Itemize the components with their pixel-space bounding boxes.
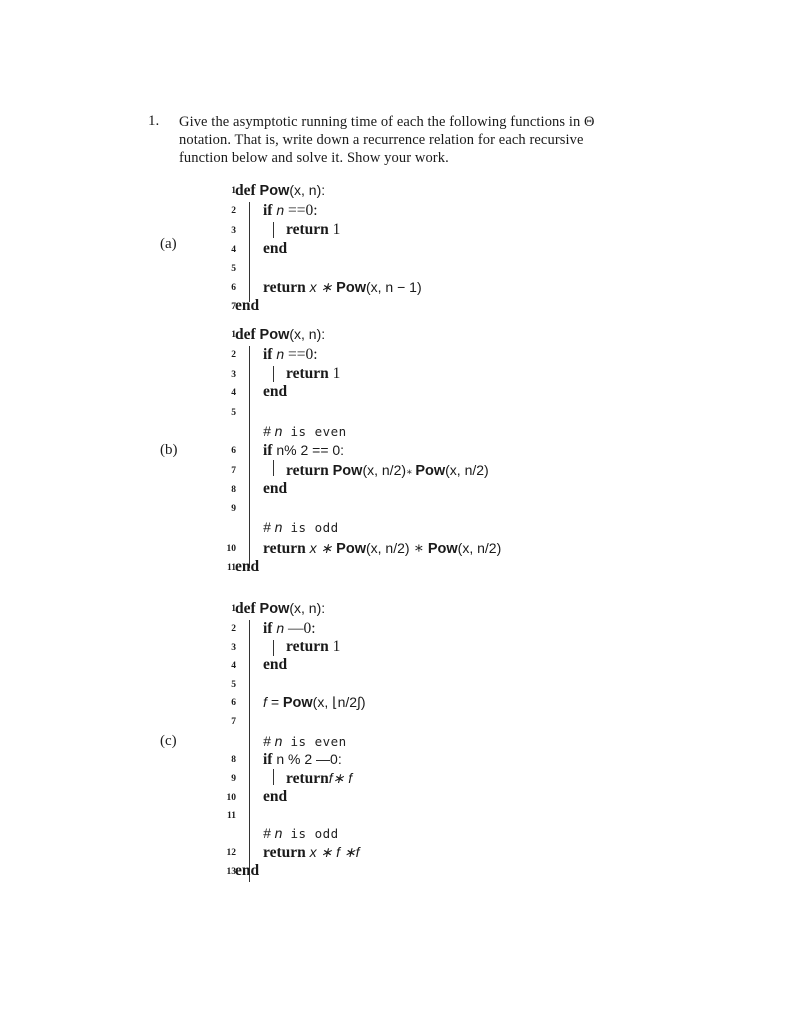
comment-text: is odd [282, 826, 339, 841]
function-name: Pow [415, 463, 446, 479]
block-line [273, 460, 274, 476]
keyword-return: return [286, 770, 329, 787]
operator: ∗ [406, 467, 416, 478]
line-number: 11 [227, 811, 236, 821]
block-line [273, 222, 274, 238]
keyword-if: if [263, 346, 273, 363]
line-number: 9 [231, 774, 236, 784]
keyword-end: end [263, 480, 288, 497]
question-line-3: function below and solve it. Show your work. [179, 150, 449, 166]
question-line-2: notation. That is, write down a recurrence relation for each recursive [179, 132, 584, 148]
keyword-return: return [286, 221, 329, 238]
expression: x ∗ [305, 540, 337, 556]
keyword-def: def [235, 182, 256, 199]
block-line [273, 640, 274, 656]
line-number: 5 [231, 264, 236, 274]
comment-marker: # n [263, 423, 283, 439]
function-name: Pow [259, 183, 290, 199]
params: (x, n): [289, 600, 326, 616]
return-value: 1 [328, 638, 341, 655]
keyword-def: def [235, 600, 256, 617]
line-number: 6 [231, 698, 236, 708]
keyword-return: return [263, 279, 306, 296]
expression: x ∗ f ∗f [305, 844, 360, 860]
function-name: Pow [259, 327, 290, 343]
params: (x, n): [289, 326, 326, 342]
params: (x, n): [289, 182, 326, 198]
keyword-def: def [235, 326, 256, 343]
args: (x, n/2) [365, 540, 410, 556]
condition: ==0: [284, 202, 318, 219]
comment-marker: # n [263, 825, 283, 841]
condition: n % 2 —0: [276, 751, 342, 767]
question-line-1: Give the asymptotic running time of each the following functions in Θ [179, 114, 595, 130]
line-number: 3 [231, 370, 236, 380]
line-number: 2 [231, 350, 236, 360]
expression: x ∗ [305, 279, 337, 295]
condition: n% 2 == 0: [276, 442, 345, 458]
line-number: 1 [231, 330, 236, 340]
line-number: 12 [226, 848, 236, 858]
line-number: 10 [226, 544, 236, 554]
keyword-end: end [235, 558, 260, 575]
args: (x, n/2) [445, 462, 489, 478]
function-name: Pow [336, 541, 366, 557]
keyword-return: return [263, 844, 306, 861]
line-number: 10 [226, 793, 236, 803]
condition: ==0: [284, 346, 318, 363]
line-number: 1 [231, 604, 236, 614]
part-a-label: (a) [160, 236, 177, 252]
question-number: 1. [148, 113, 160, 129]
comment-text: is even [282, 424, 347, 439]
comment-marker: # n [263, 519, 283, 535]
keyword-return: return [263, 540, 306, 557]
keyword-return: return [286, 462, 329, 479]
comment-text: is odd [282, 520, 339, 535]
keyword-end: end [235, 862, 260, 879]
line-number: 4 [231, 388, 236, 398]
line-number: 7 [231, 717, 236, 727]
line-number: 6 [231, 446, 236, 456]
line-number: 6 [231, 283, 236, 293]
part-b-label: (b) [160, 442, 178, 458]
function-name: Pow [427, 541, 458, 557]
line-number: 9 [231, 504, 236, 514]
return-value: 1 [328, 221, 341, 238]
line-number: 4 [231, 661, 236, 671]
block-line [273, 366, 274, 382]
assignment: f = [263, 694, 283, 710]
line-number: 2 [231, 624, 236, 634]
block-line [249, 202, 250, 302]
keyword-if: if [263, 202, 273, 219]
function-name: Pow [332, 463, 363, 479]
function-name: Pow [259, 601, 290, 617]
line-number: 11 [227, 563, 236, 573]
function-name: Pow [282, 695, 313, 711]
keyword-end: end [263, 240, 288, 257]
line-number: 8 [231, 755, 236, 765]
variable: n [276, 620, 285, 636]
keyword-end: end [263, 788, 288, 805]
variable: n [276, 346, 285, 362]
line-number: 8 [231, 485, 236, 495]
block-line [249, 620, 250, 882]
expression: f∗ f [328, 770, 353, 786]
args: (x, n/2) [457, 540, 502, 556]
line-number: 7 [231, 302, 236, 312]
keyword-end: end [263, 383, 288, 400]
block-line [249, 346, 250, 568]
args: (x, ⌊n/2∫) [312, 694, 366, 710]
keyword-end: end [235, 297, 260, 314]
operator: ∗ [409, 540, 428, 557]
keyword-if: if [263, 751, 273, 768]
keyword-return: return [286, 638, 329, 655]
comment-text: is even [282, 734, 347, 749]
comment-marker: # n [263, 733, 283, 749]
block-line [273, 769, 274, 785]
line-number: 3 [231, 226, 236, 236]
keyword-return: return [286, 365, 329, 382]
question-text [179, 113, 659, 167]
keyword-if: if [263, 620, 273, 637]
line-number: 1 [231, 186, 236, 196]
keyword-end: end [263, 656, 288, 673]
line-number: 3 [231, 643, 236, 653]
line-number: 7 [231, 466, 236, 476]
part-c-label: (c) [160, 733, 177, 749]
line-number: 5 [231, 680, 236, 690]
line-number: 4 [231, 245, 236, 255]
function-name: Pow [336, 280, 366, 296]
return-value: 1 [328, 365, 341, 382]
keyword-if: if [263, 442, 273, 459]
line-number: 13 [226, 867, 236, 877]
condition: —0: [284, 620, 316, 637]
line-number: 2 [231, 206, 236, 216]
variable: n [276, 202, 285, 218]
line-number: 5 [231, 408, 236, 418]
args: (x, n/2) [362, 462, 407, 478]
args: (x, n − 1) [365, 279, 422, 295]
